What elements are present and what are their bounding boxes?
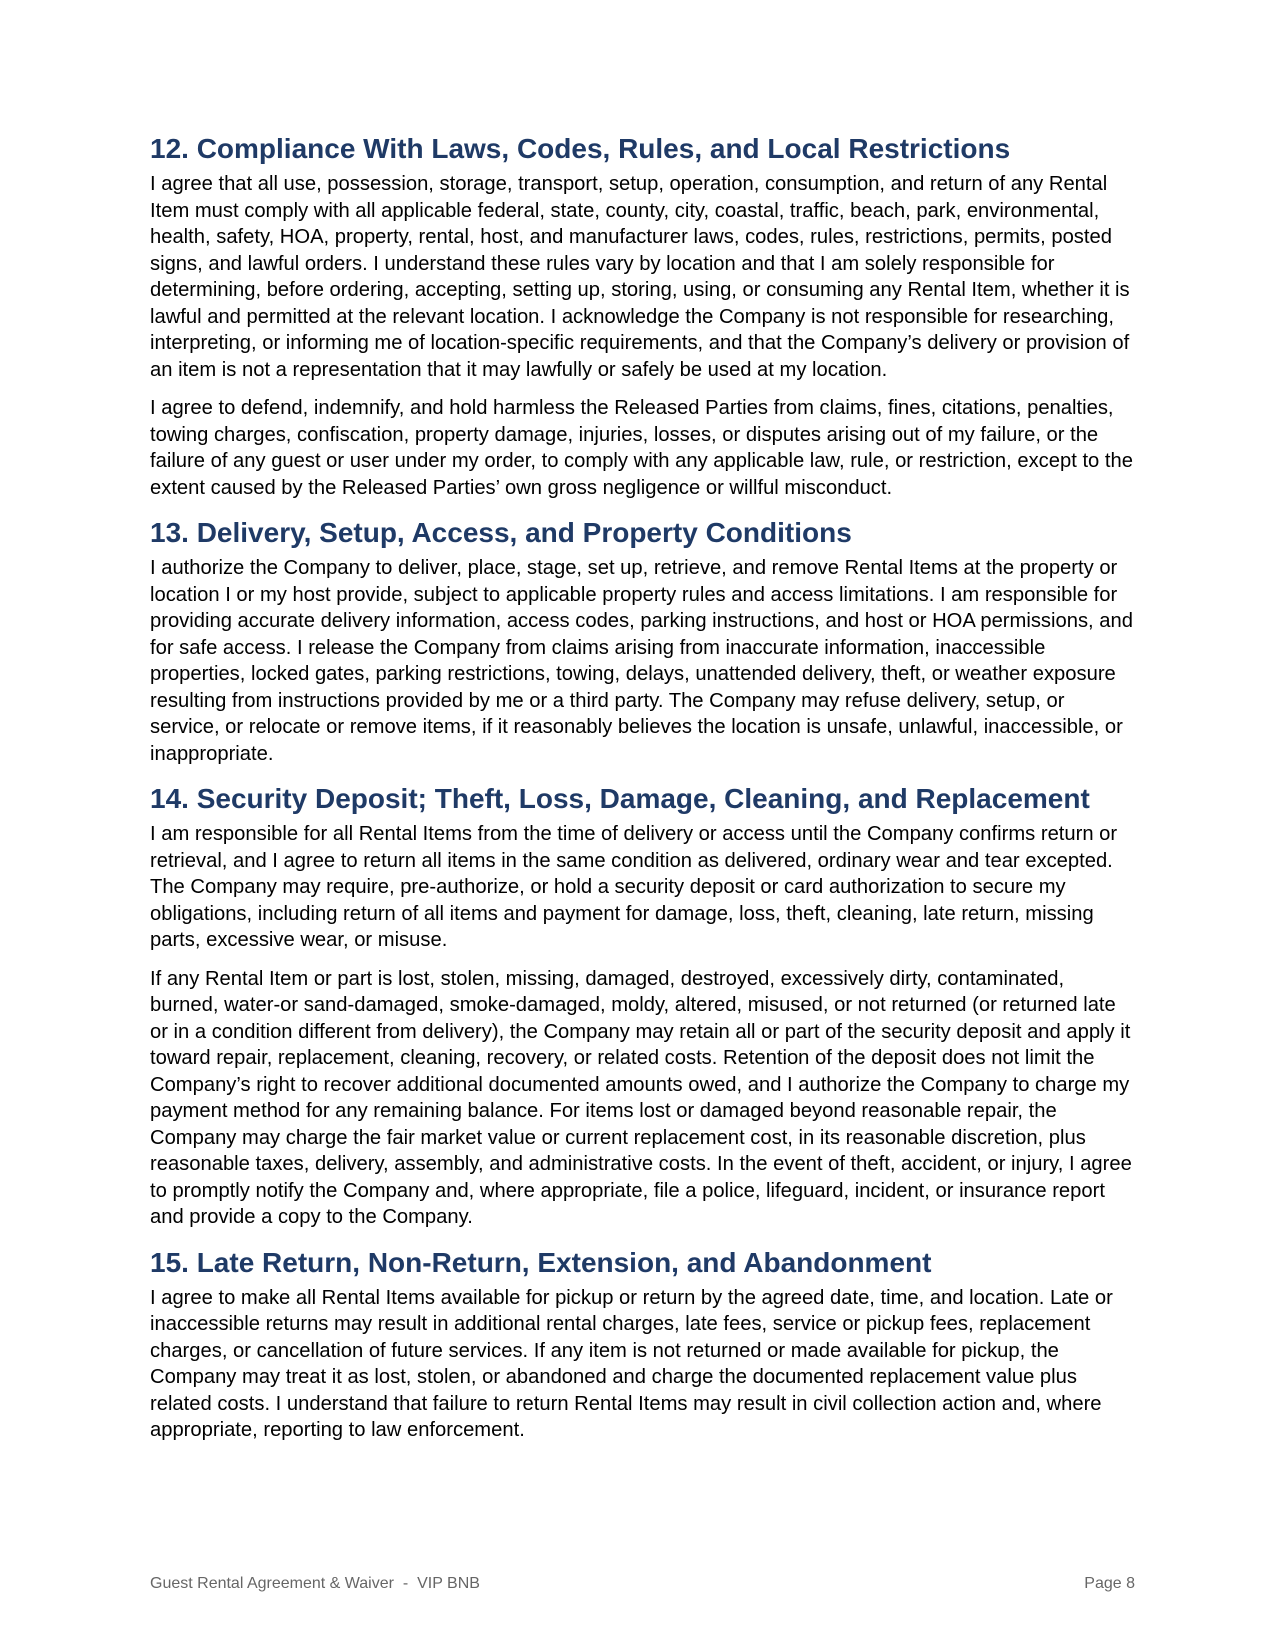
page-footer <box>150 1574 1135 1594</box>
paragraph: I agree to defend, indemnify, and hold harmless the Released Parties from claims, fines, citations, penalties, towing charges, confiscation, property damage, injuries, losses, or disputes arising out of my failure, or the failure of any guest or user under my order, to comply with any applicable law, rule, or restriction, except to the extent caused by the Released Parties’ own gross negligence or willful misconduct. <box>150 397 1133 499</box>
paragraph: I am responsible for all Rental Items from the time of delivery or access until the Company confirms return or retrieval, and I agree to return all items in the same condition as delivered, ordinary wear and tear excepted. The Company may require, pre-authorize, or hold a security deposit or card authorization to secure my obligations, including return of all items and payment for damage, loss, theft, cleaning, late return, missing parts, excessive wear, or misuse. <box>150 823 1118 951</box>
footer-page-number: Page 8 <box>1084 1575 1135 1592</box>
section-heading: 12. Compliance With Laws, Codes, Rules, and Local Restrictions <box>150 133 1011 164</box>
document-body <box>150 132 1135 1444</box>
paragraph: I agree to make all Rental Items available for pickup or return by the agreed date, time, and location. Late or inaccessible returns may result in additional rental charges, late fees, service or pickup fees, replacement charges, or cancellation of future services. If any item is not returned or made available for pickup, the Company may treat it as lost, stolen, or abandoned and charge the documented replacement value plus related costs. I understand that failure to return Rental Items may result in civil collection action and, where appropriate, reporting to law enforcement. <box>150 1286 1113 1441</box>
section-15 <box>150 1246 1135 1444</box>
paragraph: I agree that all use, possession, storage, transport, setup, operation, consumption, and return of any Rental Item must comply with all applicable federal, state, county, city, coastal, traffic, beach, park, environmental, health, safety, HOA, property, rental, host, and manufacturer laws, codes, rules, restrictions, permits, posted signs, and lawful orders. I understand these rules vary by location and that I am solely responsible for determining, before ordering, accepting, setting up, storing, using, or consuming any Rental Item, whether it is lawful and permitted at the relevant location. I acknowledge the Company is not responsible for researching, interpreting, or informing me of location-specific requirements, and that the Company’s delivery or provision of an item is not a representation that it may lawfully or safely be used at my location. <box>150 173 1130 381</box>
section-12 <box>150 132 1135 501</box>
footer-document-title: Guest Rental Agreement & Waiver - VIP BNB <box>150 1575 480 1592</box>
section-heading: 13. Delivery, Setup, Access, and Property Conditions <box>150 517 852 548</box>
section-heading: 14. Security Deposit; Theft, Loss, Damage, Cleaning, and Replacement <box>150 783 1090 814</box>
section-14 <box>150 782 1135 1231</box>
paragraph: I authorize the Company to deliver, place, stage, set up, retrieve, and remove Rental Items at the property or location I or my host provide, subject to applicable property rules and access limitations. I am responsible for providing accurate delivery information, access codes, parking instructions, and host or HOA permissions, and for safe access. I release the Company from claims arising from inaccurate information, inaccessible properties, locked gates, parking restrictions, towing, delays, unattended delivery, theft, or weather exposure resulting from instructions provided by me or a third party. The Company may refuse delivery, setup, or service, or relocate or remove items, if it reasonably believes the location is unsafe, unlawful, inaccessible, or inappropriate. <box>150 557 1133 765</box>
section-heading: 15. Late Return, Non-Return, Extension, and Abandonment <box>150 1246 932 1278</box>
paragraph: If any Rental Item or part is lost, stolen, missing, damaged, destroyed, excessively dirty, contaminated, burned, water-or sand-damaged, smoke-damaged, moldy, altered, misused, or not returned (or returned late or in a condition different from delivery), the Company may retain all or part of the security deposit and apply it toward repair, replacement, cleaning, recovery, or related costs. Retention of the deposit does not limit the Company’s right to recover additional documented amounts owed, and I authorize the Company to charge my payment method for any remaining balance. For items lost or damaged beyond reasonable repair, the Company may charge the fair market value or current replacement cost, in its reasonable discretion, plus reasonable taxes, delivery, assembly, and administrative costs. In the event of theft, accident, or injury, I agree to promptly notify the Company and, where appropriate, file a police, lifeguard, incident, or insurance report and provide a copy to the Company. <box>150 967 1132 1228</box>
section-13 <box>150 516 1135 767</box>
